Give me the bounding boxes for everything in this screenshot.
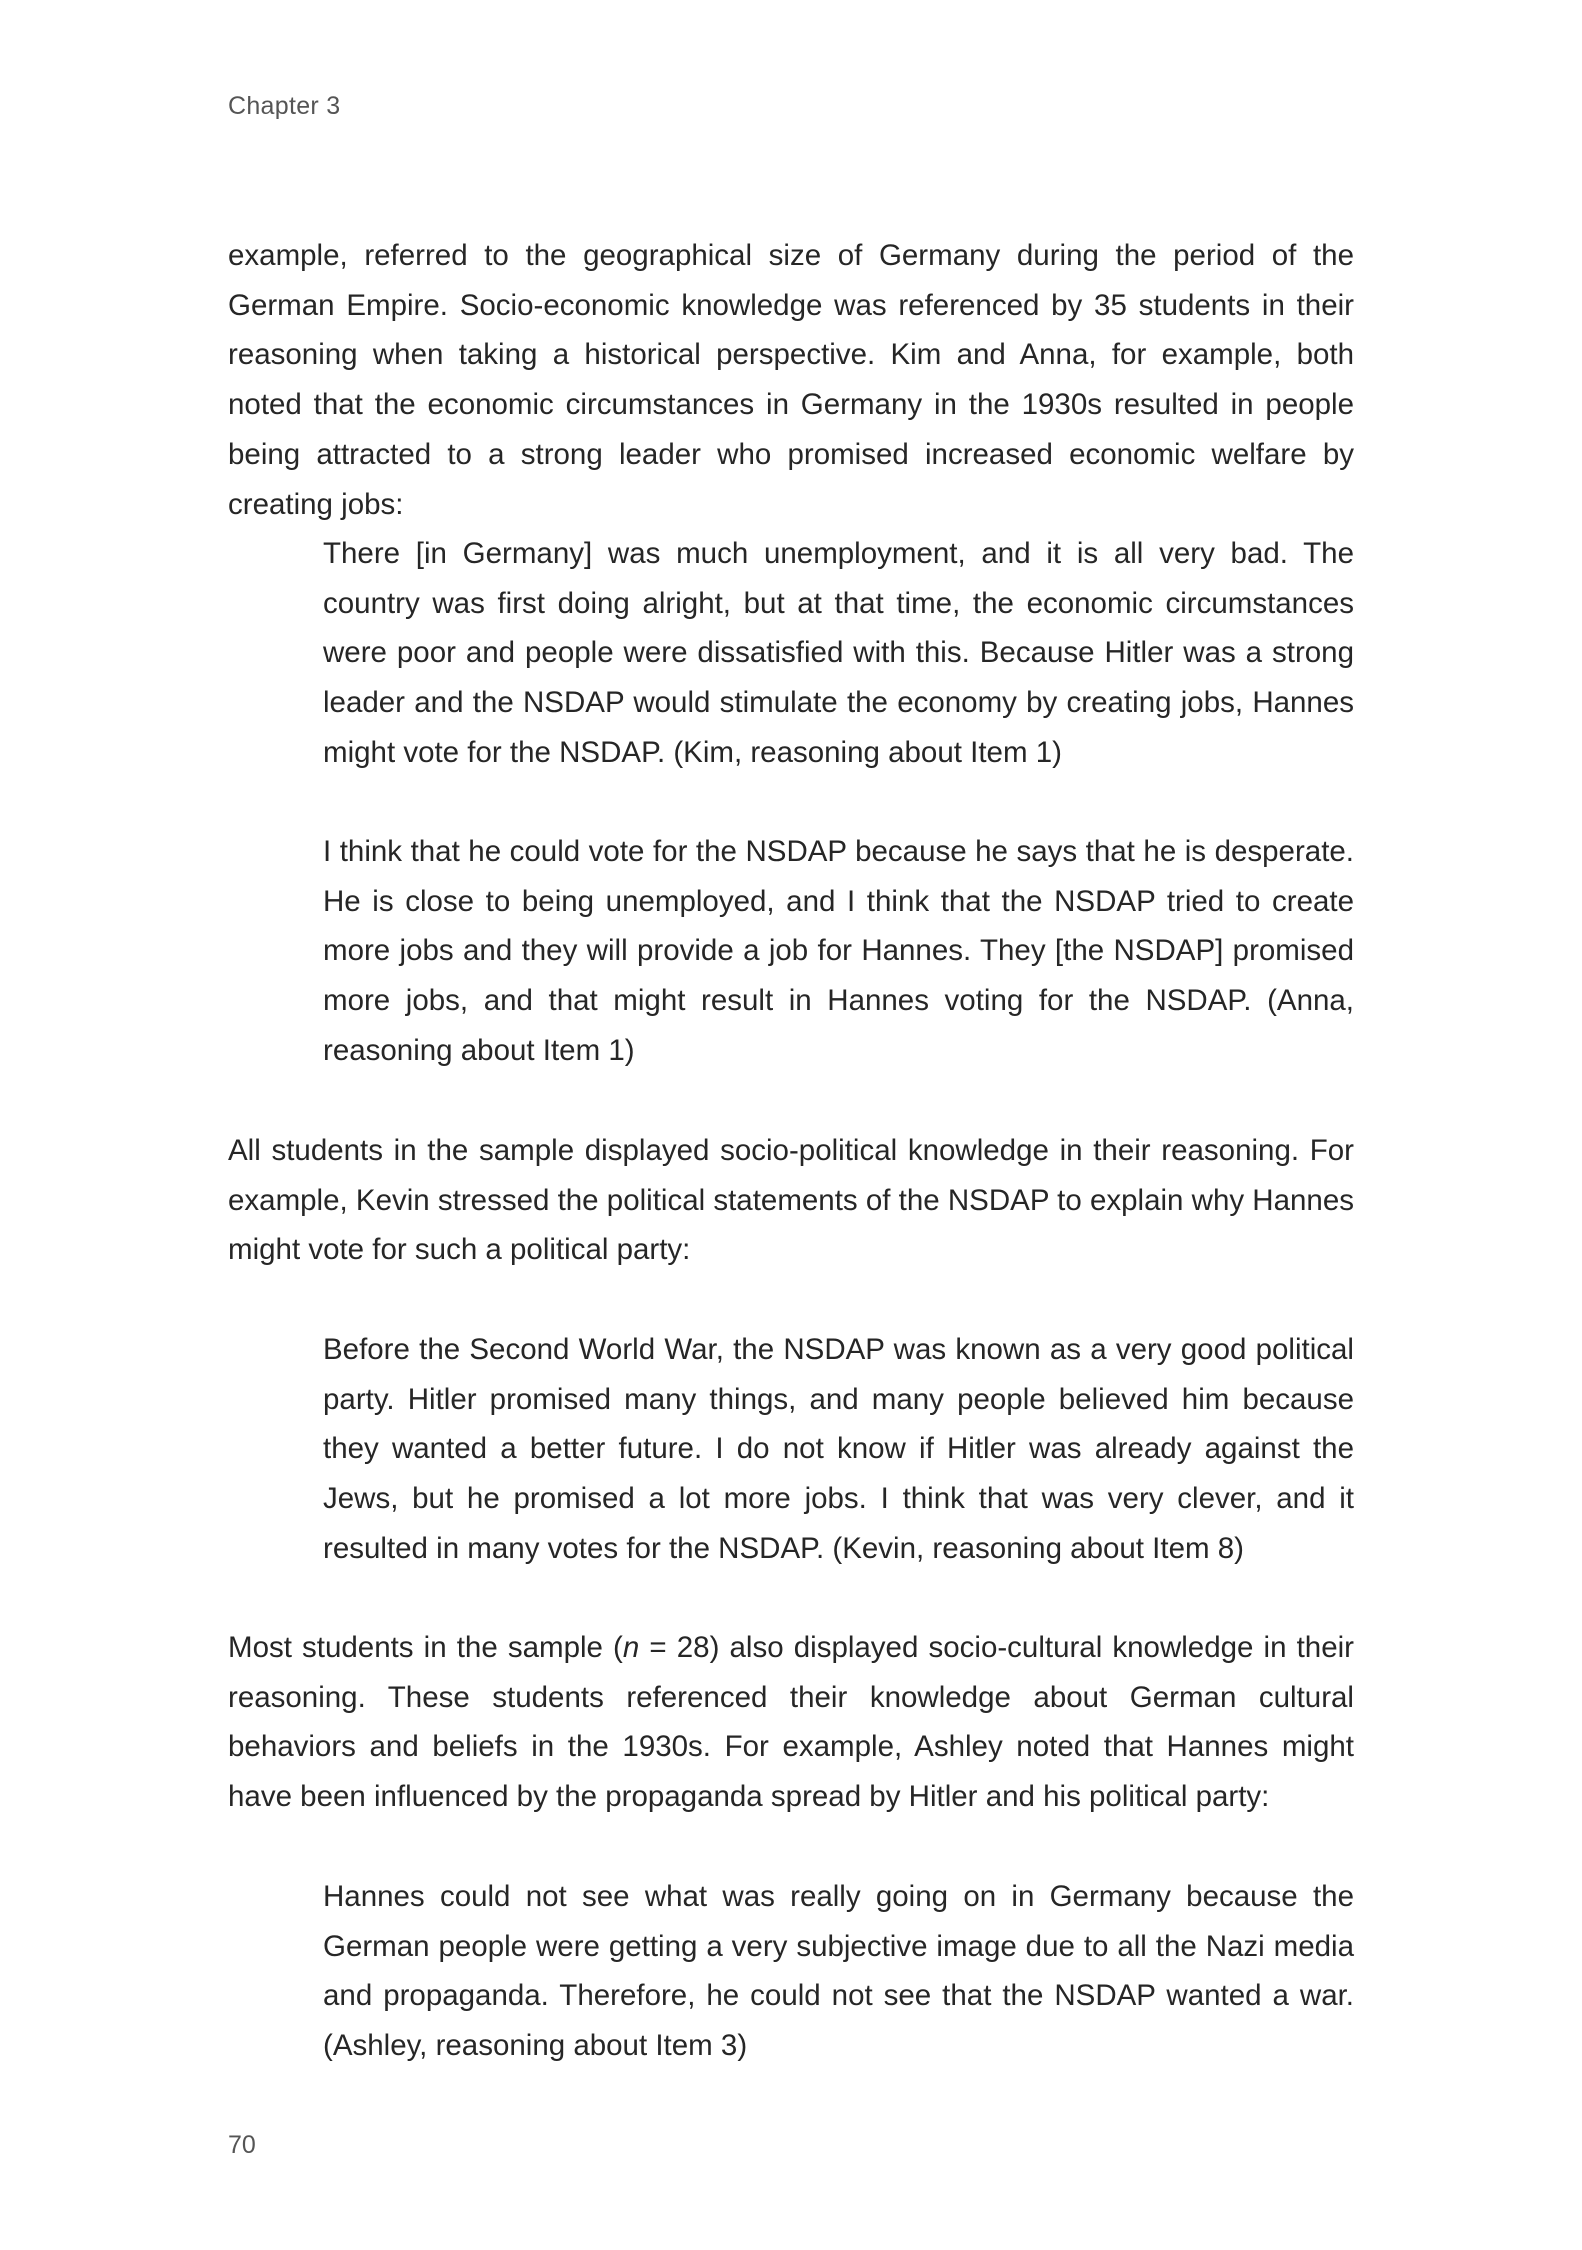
- body-paragraph-2: All students in the sample displayed socio-political knowledge in their reasoning. For example, Kevin stressed the political statements of the NSDAP to explain why Hannes might vote for such a political party:: [228, 1134, 1354, 1267]
- block-quote-ashley: Hannes could not see what was really going on in Germany because the German people were getting a very subjective image due to all the Nazi media and propaganda. Therefore, he could not see that the NSDAP wanted a war. (Ashley, reasoning about Item 3): [323, 1880, 1354, 2063]
- sample-size-symbol: n: [622, 1631, 640, 1664]
- block-quote-kim: There [in Germany] was much unemployment, and it is all very bad. The country was first doing alright, but at that time, the economic circumstances were poor and people were dissatisfied with this. Because Hitler was a strong leader and the NSDAP would stimulate the economy by creating jobs, Hannes might vote for the NSDAP. (Kim, reasoning about Item 1): [323, 537, 1354, 769]
- running-head: Chapter 3: [228, 92, 341, 120]
- page-number: 70: [228, 2131, 256, 2159]
- body-paragraph-3: [228, 1623, 1354, 1822]
- paragraph-3-rest: = 28) also displayed socio-cultural knowledge in their reasoning. These students referenced their knowledge about German cultural behaviors and beliefs in the 1930s. For example, Ashley noted that Hannes might have been influenced by the propaganda spread by Hitler and his political party:: [228, 1631, 1354, 1814]
- body-paragraph-1: example, referred to the geographical size of Germany during the period of the German Empire. Socio-economic knowledge was referenced by 35 students in their reasoning when taking a historical perspective. Kim and Anna, for example, both noted that the economic circumstances in Germany in the 1930s resulted in people being attracted to a strong leader who promised increased economic welfare by creating jobs:: [228, 239, 1354, 521]
- block-quote-kevin: Before the Second World War, the NSDAP was known as a very good political party. Hitler promised many things, and many people believed him because they wanted a better future. I do not know if Hitler was already against the Jews, but he promised a lot more jobs. I think that was very clever, and it resulted in many votes for the NSDAP. (Kevin, reasoning about Item 8): [323, 1333, 1354, 1565]
- block-quote-anna: I think that he could vote for the NSDAP because he says that he is desperate. He is close to being unemployed, and I think that the NSDAP tried to create more jobs and they will provide a job for Hannes. They [the NSDAP] promised more jobs, and that might result in Hannes voting for the NSDAP. (Anna, reasoning about Item 1): [323, 835, 1354, 1067]
- paragraph-3-lead: Most students in the sample (: [228, 1631, 623, 1664]
